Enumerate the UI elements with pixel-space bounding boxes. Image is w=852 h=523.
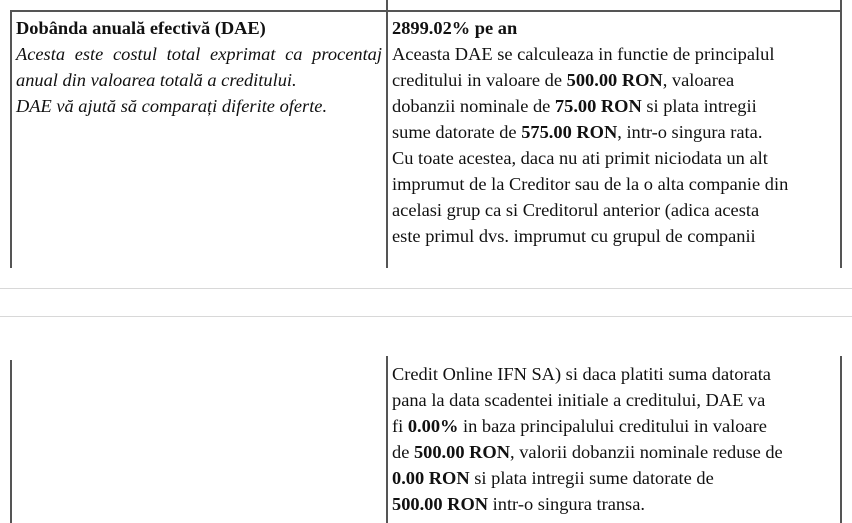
- line-text-before: dobanzii nominale de: [392, 96, 555, 116]
- explanation-line: [392, 93, 844, 119]
- table-left-border: [10, 10, 12, 268]
- explanation-line: [392, 41, 844, 67]
- explanation-line: [392, 197, 844, 223]
- line-text-before: acelasi grup ca si Creditorul anterior (adica acesta: [392, 200, 760, 220]
- line-emphasis: 500.00 RON: [392, 494, 489, 514]
- page-gap-divider-top: [0, 288, 852, 289]
- dae-label-cell: [16, 15, 382, 119]
- table-column-divider: [386, 0, 388, 268]
- line-text-after: si plata intregii: [641, 96, 757, 116]
- line-text-before: imprumut de la Creditor sau de la o alta companie din: [392, 174, 789, 194]
- line-text-after: in baza principalului creditului in valoare: [458, 416, 767, 436]
- dae-note: DAE vă ajută să comparați diferite oferte.: [16, 96, 328, 116]
- line-emphasis: 575.00 RON: [521, 122, 618, 142]
- explanation-line: [392, 413, 844, 439]
- explanation-line: [392, 171, 844, 197]
- line-text-after: , valoarea: [662, 70, 735, 90]
- explanation-line: [392, 491, 844, 517]
- table-left-border-continued: [10, 360, 12, 523]
- line-text-before: sume datorate de: [392, 122, 522, 142]
- line-text-before: creditului in valoare de: [392, 70, 567, 90]
- dae-value-cell-continued: [392, 361, 844, 517]
- table-column-divider-continued: [386, 356, 388, 523]
- table-top-border: [10, 10, 842, 12]
- page-gap: [0, 268, 852, 356]
- line-text-after: , valorii dobanzii nominale reduse de: [510, 442, 783, 462]
- line-emphasis: 500.00 RON: [566, 70, 663, 90]
- dae-title: Dobânda anuală efectivă (DAE): [16, 18, 266, 38]
- explanation-line: [392, 361, 844, 387]
- line-emphasis: 75.00 RON: [554, 96, 642, 116]
- line-text-after: intr-o singura transa.: [488, 494, 645, 514]
- line-text-before: Credit Online IFN SA) si daca platiti suma datorata: [392, 364, 771, 384]
- line-text-before: este primul dvs. imprumut cu grupul de companii: [392, 226, 756, 246]
- dae-explanation-bottom: [392, 361, 844, 517]
- line-text-after: , intr-o singura rata.: [617, 122, 763, 142]
- line-text-before: Cu toate acestea, daca nu ati primit niciodata un alt: [392, 148, 768, 168]
- line-emphasis: 0.00%: [407, 416, 459, 436]
- explanation-line: [392, 465, 844, 491]
- line-text-after: si plata intregii sume datorate de: [469, 468, 714, 488]
- line-text-before: fi: [392, 416, 408, 436]
- explanation-line: [392, 439, 844, 465]
- explanation-line: [392, 119, 844, 145]
- line-emphasis: 500.00 RON: [413, 442, 511, 462]
- explanation-line: [392, 67, 844, 93]
- explanation-line: [392, 223, 844, 249]
- line-text-before: de: [392, 442, 414, 462]
- dae-rate-heading: 2899.02% pe an: [392, 18, 518, 38]
- document-page-bottom: [0, 356, 852, 523]
- line-text-before: pana la data scadentei initiale a creditului, DAE va: [392, 390, 766, 410]
- page-gap-divider-bottom: [0, 316, 852, 317]
- dae-explanation-top: [392, 41, 844, 249]
- dae-value-cell: [392, 15, 844, 249]
- line-text-before: Aceasta DAE se calculeaza in functie de principalul: [392, 44, 775, 64]
- dae-description: Acesta este costul total exprimat ca procentaj anual din valoarea totală a creditului.: [16, 44, 382, 90]
- line-emphasis: 0.00 RON: [392, 468, 470, 488]
- explanation-line: [392, 145, 844, 171]
- explanation-line: [392, 387, 844, 413]
